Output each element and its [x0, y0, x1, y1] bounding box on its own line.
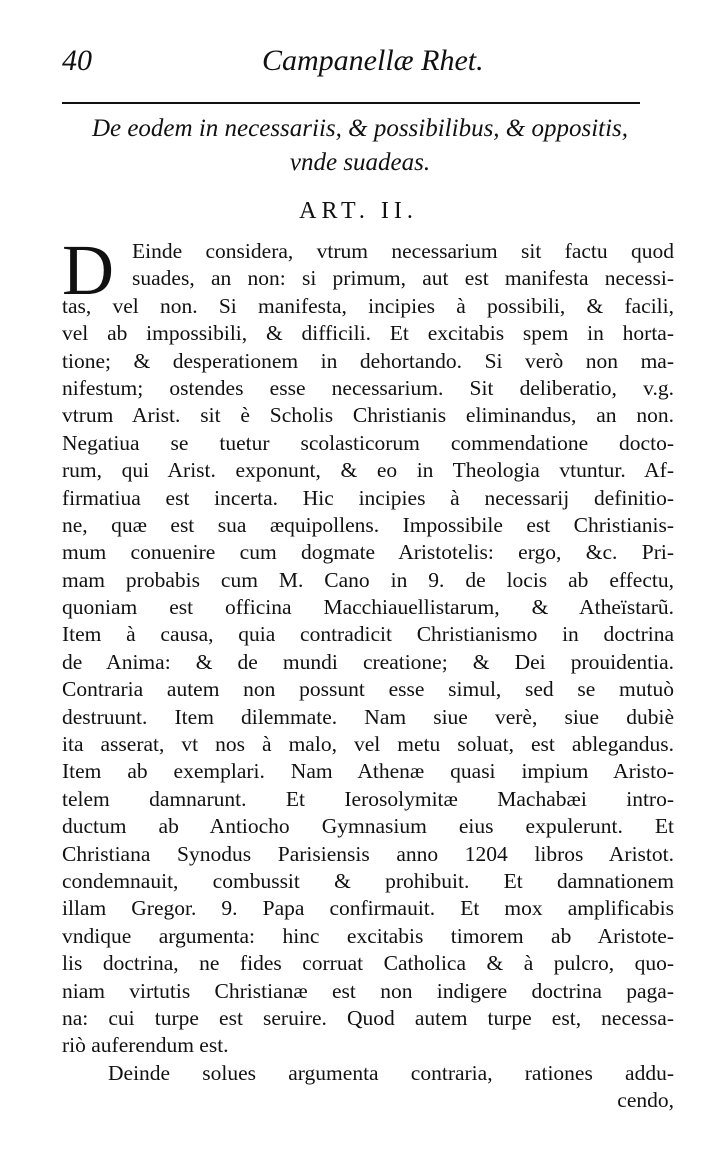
- text-line: Item ab exemplari. Nam Athenæ quasi impium Aristo-: [62, 759, 674, 784]
- text-line: mam probabis cum M. Cano in 9. de locis ab effectu,: [62, 567, 674, 592]
- text-line: ne, quæ est sua æquipollens. Impossibile est Christianis-: [62, 512, 674, 537]
- text-line: de Anima: & de mundi creatione; & Dei prouidentia.: [62, 649, 674, 674]
- running-head: Campanellæ Rhet.: [262, 44, 484, 77]
- text-line: Contraria autem non possunt esse simul, sed se mutuò: [62, 677, 674, 702]
- text-line: rum, qui Arist. exponunt, & eo in Theologia vtuntur. Af-: [62, 458, 674, 483]
- section-title-line: De eodem in necessariis, & possibilibus, & oppositis,: [91, 115, 629, 142]
- text-line: ita asserat, vt nos à malo, vel metu soluat, est ablegandus.: [62, 732, 674, 757]
- text-line: quoniam est officina Macchiauellistarum, & Atheïstarũ.: [62, 595, 674, 620]
- page-header: [62, 44, 682, 84]
- text-line: destruunt. Item dilemmate. Nam siue verè, siue dubiè: [62, 704, 674, 729]
- text-line: mum conuenire cum dogmate Aristotelis: ergo, &c. Pri-: [62, 540, 674, 565]
- text-line: na: cui turpe est seruire. Quod autem turpe est, necessa-: [62, 1005, 674, 1030]
- text-line: niam virtutis Christianæ est non indigere doctrina paga-: [62, 978, 674, 1003]
- text-line: vtrum Arist. sit è Scholis Christianis eliminandus, an non.: [62, 403, 674, 428]
- article-heading: ART. II.: [299, 198, 418, 224]
- drop-cap: D: [62, 230, 114, 310]
- text-line: nifestum; ostendes esse necessarium. Sit deliberatio, v.g.: [62, 375, 674, 400]
- text-line: firmatiua est incerta. Hic incipies à necessarij definitio-: [62, 485, 674, 510]
- catchword: cendo,: [617, 1088, 674, 1113]
- text-line: riò auferendum est.: [62, 1033, 229, 1058]
- text-line: Deinde solues argumenta contraria, rationes addu-: [108, 1060, 674, 1085]
- text-line: suades, an non: si primum, aut est manifesta necessi-: [132, 266, 674, 291]
- text-line: vndique argumenta: hinc excitabis timorem ab Aristote-: [62, 923, 674, 948]
- text-line: ductum ab Antiocho Gymnasium eius expulerunt. Et: [62, 814, 674, 839]
- page-number: 40: [62, 44, 92, 77]
- section-title: [60, 112, 660, 180]
- text-line: telem damnarunt. Et Ierosolymitæ Machabæi intro-: [62, 786, 674, 811]
- text-line: tas, vel non. Si manifesta, incipies à possibili, & facili,: [62, 293, 674, 318]
- text-line: lis doctrina, ne fides corruat Catholica & à pulcro, quo-: [62, 951, 674, 976]
- text-line: Negatiua se tuetur scolasticorum commendatione docto-: [62, 430, 674, 455]
- text-line: illam Gregor. 9. Papa confirmauit. Et mox amplificabis: [62, 896, 674, 921]
- text-line: Einde considera, vtrum necessarium sit factu quod: [132, 239, 674, 263]
- body-text: [62, 230, 674, 1115]
- text-line: Item à causa, quia contradicit Christianismo in doctrina: [62, 622, 674, 647]
- text-line: Christiana Synodus Parisiensis anno 1204 libros Aristot.: [62, 841, 674, 866]
- text-line: vel ab impossibili, & difficili. Et excitabis spem in horta-: [62, 321, 674, 346]
- text-line: condemnauit, combussit & prohibuit. Et damnationem: [62, 868, 674, 893]
- header-rule: [62, 102, 640, 104]
- section-title-line: vnde suadeas.: [289, 149, 431, 176]
- text-line: tione; & desperationem in dehortando. Si verò non ma-: [62, 348, 674, 373]
